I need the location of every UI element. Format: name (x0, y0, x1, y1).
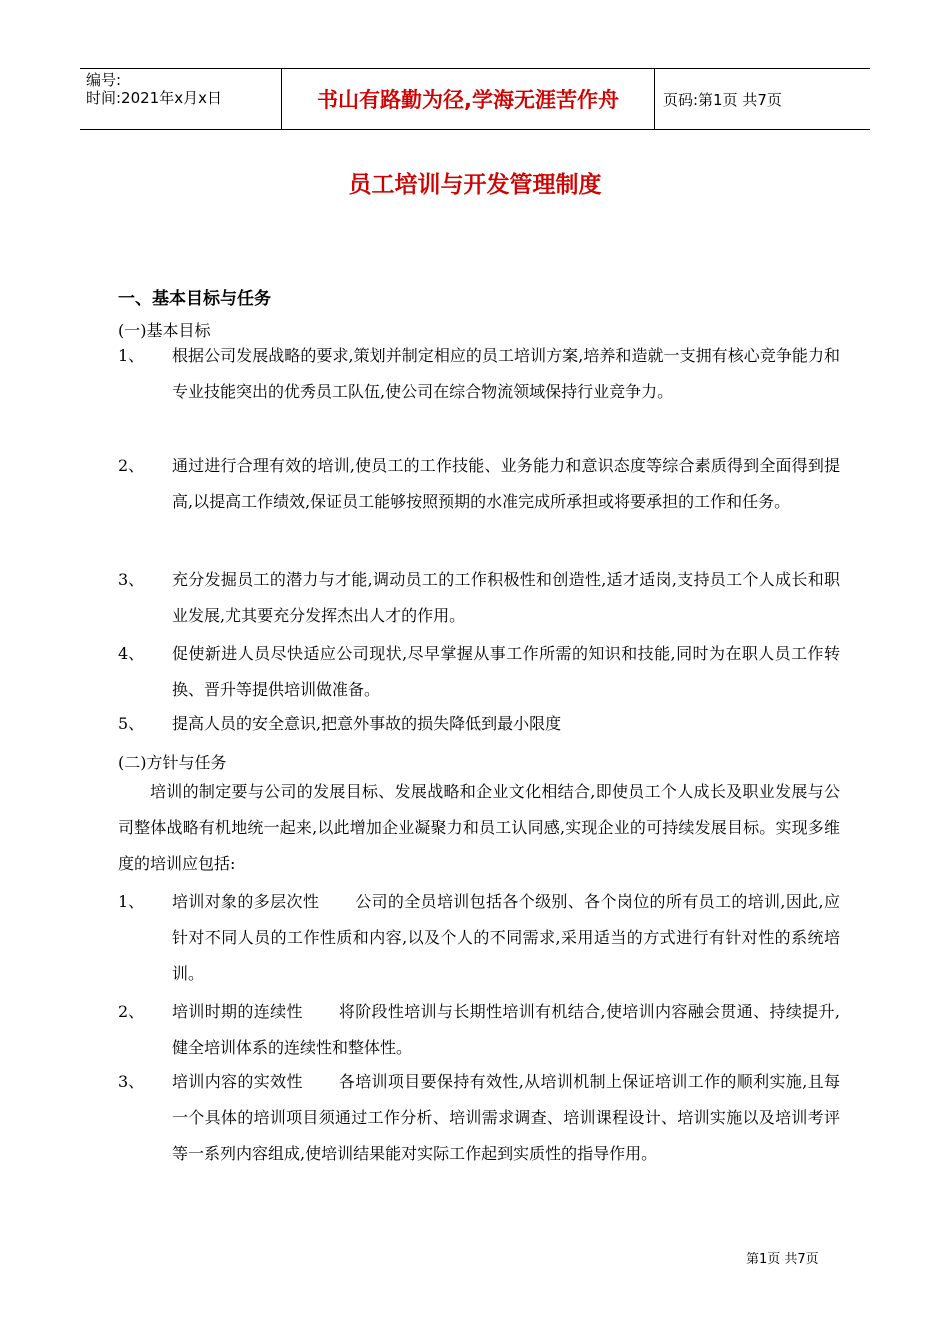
header-table (80, 68, 870, 130)
dimension-item (118, 884, 840, 992)
motto: 书山有路勤为径,学海无涯苦作舟 (282, 69, 655, 129)
item-number: 2、 (118, 456, 145, 475)
sub-heading-goals: (一)基本目标 (118, 321, 211, 340)
item-number: 3、 (118, 570, 145, 589)
time-label: 时间:2021年x月x日 (86, 89, 222, 107)
item-number: 1、 (118, 892, 145, 911)
item-text: 各培训项目要保持有效性,从培训机制上保证培训工作的顺利实施,且每一个具体的培训项目须通过工作分析、培训需求调查、培训课程设计、培训实施以及培训考评等一系列内容组成,使培训结果能对实际工作起到实质性的指导作用。 (172, 1072, 840, 1163)
item-number: 4、 (118, 644, 145, 663)
policy-paragraph: 培训的制定要与公司的发展目标、发展战略和企业文化相结合,即使员工个人成长及职业发展与公司整体战略有机地统一起来,以此增加企业凝聚力和员工认同感,实现企业的可持续发展目标。实现多维度的培训应包括: (118, 782, 840, 873)
dimension-item (118, 994, 840, 1066)
item-number: 2、 (118, 1002, 145, 1021)
section-heading: 一、基本目标与任务 (118, 289, 271, 309)
item-text: 公司的全员培训包括各个级别、各个岗位的所有员工的培训,因此,应针对不同人员的工作性质和内容,以及个人的不同需求,采用适当的方式进行有针对性的系统培训。 (172, 892, 840, 983)
goal-item (118, 338, 840, 410)
document-title: 员工培训与开发管理制度 (348, 172, 602, 198)
goal-item (118, 706, 840, 742)
item-text: 充分发掘员工的潜力与才能,调动员工的工作积极性和创造性,适才适岗,支持员工个人成长和职业发展,尤其要充分发挥杰出人才的作用。 (172, 570, 840, 625)
item-lead: 培训时期的连续性 (172, 1002, 303, 1021)
item-number: 1、 (118, 346, 145, 365)
item-text: 将阶段性培训与长期性培训有机结合,使培训内容融会贯通、持续提升,健全培训体系的连续性和整体性。 (172, 1002, 840, 1057)
item-text: 根据公司发展战略的要求,策划并制定相应的员工培训方案,培养和造就一支拥有核心竞争能力和专业技能突出的优秀员工队伍,使公司在综合物流领域保持行业竞争力。 (172, 346, 840, 401)
header-page-info: 页码:第1页 共7页 (663, 90, 782, 109)
goal-item (118, 636, 840, 708)
item-lead: 培训内容的实效性 (172, 1072, 303, 1091)
item-text: 提高人员的安全意识,把意外事故的损失降低到最小限度 (172, 714, 562, 733)
item-lead: 培训对象的多层次性 (172, 892, 320, 911)
dimension-item (118, 1064, 840, 1172)
item-number: 5、 (118, 714, 145, 733)
goal-item (118, 562, 840, 634)
sub-heading-policy: (二)方针与任务 (118, 753, 227, 772)
item-number: 3、 (118, 1072, 145, 1091)
item-text: 通过进行合理有效的培训,使员工的工作技能、业务能力和意识态度等综合素质得到全面得到提高,以提高工作绩效,保证员工能够按照预期的水准完成所承担或将要承担的工作和任务。 (172, 456, 840, 511)
item-text: 促使新进人员尽快适应公司现状,尽早掌握从事工作所需的知识和技能,同时为在职人员工作转换、晋升等提供培训做准备。 (172, 644, 840, 699)
footer-page-info: 第1页 共7页 (746, 1252, 819, 1267)
serial-label: 编号: (86, 71, 122, 89)
header-meta (80, 69, 282, 129)
goal-item (118, 448, 840, 520)
